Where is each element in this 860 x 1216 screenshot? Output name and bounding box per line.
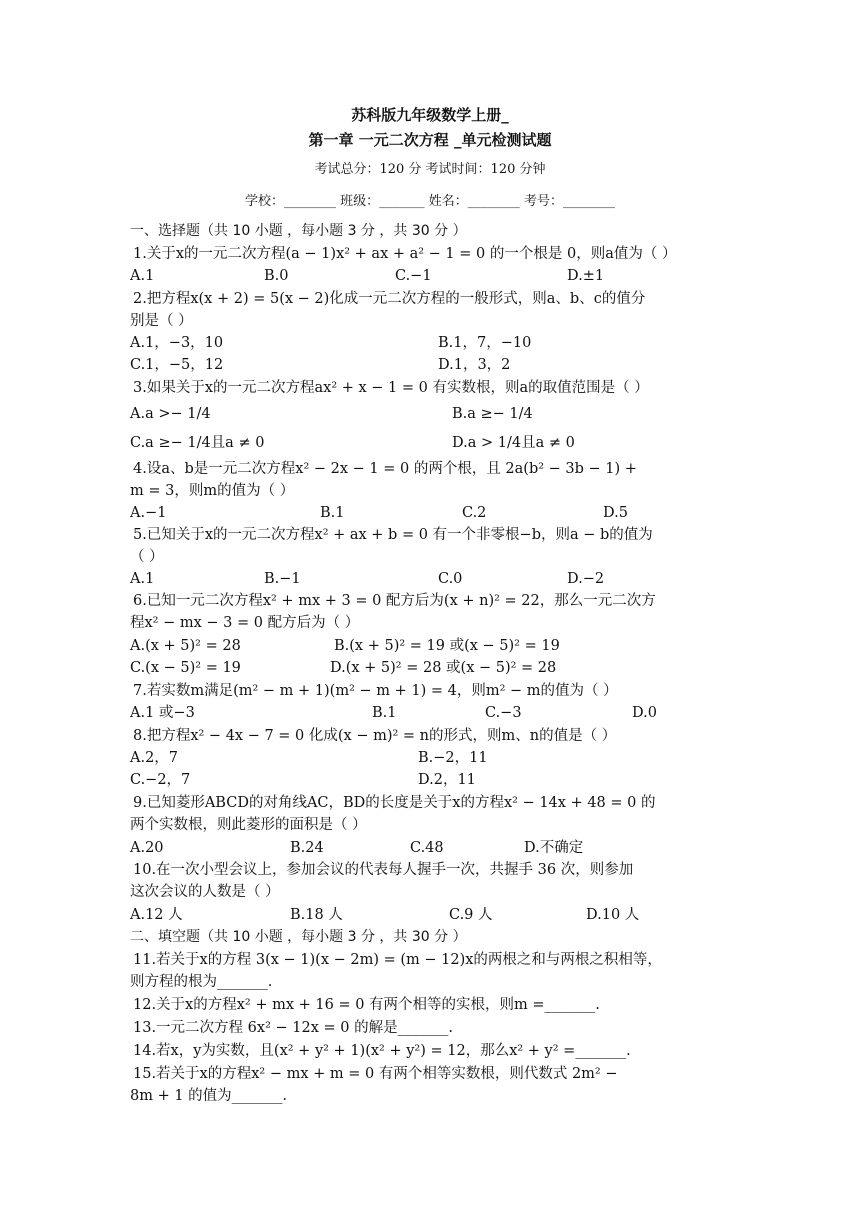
q1-option-a: A.1: [130, 268, 155, 284]
q5-option-c: C.0: [438, 571, 463, 587]
q10-stem-line-1: 10.在一次小型会议上，参加会议的代表每人握手一次，共握手 36 次，则参加: [133, 862, 634, 878]
q10-option-d: D.10 人: [586, 907, 640, 923]
q10-option-c: C.9 人: [449, 907, 493, 923]
q10-option-b: B.18 人: [290, 907, 343, 923]
q10-stem-line-2: 这次会议的人数是（ ）: [130, 884, 280, 900]
q15-stem-line-1: 15.若关于x的方程x² − mx + m = 0 有两个相等实数根，则代数式 2m² −: [133, 1066, 618, 1082]
q9-stem-line-2: 两个实数根，则此菱形的面积是（ ）: [130, 817, 367, 833]
q6-option-d: D.(x + 5)² = 28 或(x − 5)² = 28: [330, 660, 557, 676]
q5-stem-line-1: 5.已知关于x的一元二次方程x² + ax + b = 0 有一个非零根−b，则a − b的值为: [133, 527, 653, 543]
title-line-1: 苏科版九年级数学上册_: [351, 106, 509, 124]
q5-option-d: D.−2: [567, 571, 605, 587]
exam-info: 考试总分：120 分 考试时间：120 分钟: [314, 162, 546, 177]
q8-stem: 8.把方程x² − 4x − 7 = 0 化成(x − m)² = n的形式，则m、n的值是（ ）: [133, 728, 617, 744]
q3-option-c: C.a ≥− 1/4且a ≠ 0: [130, 435, 265, 451]
q6-stem-line-2: 程x² − mx − 3 = 0 配方后为（ ）: [130, 615, 360, 631]
q10-option-a: A.12 人: [130, 907, 183, 923]
q1-option-b: B.0: [264, 268, 289, 284]
q7-option-a: A.1 或−3: [130, 705, 195, 721]
section-2-heading: 二、填空题（共 10 小题 ，每小题 3 分 ，共 30 分 ）: [130, 929, 467, 945]
q6-option-a: A.(x + 5)² = 28: [130, 638, 241, 654]
q7-option-d: D.0: [632, 705, 657, 721]
q4-option-d: D.5: [603, 505, 628, 521]
q9-stem-line-1: 9.已知菱形ABCD的对角线AC，BD的长度是关于x的方程x² − 14x + 48 = 0 的: [133, 795, 656, 811]
q3-option-a: A.a >− 1/4: [130, 406, 211, 422]
q6-option-c: C.(x − 5)² = 19: [130, 660, 241, 676]
q15-stem-line-2: 8m + 1 的值为_______.: [130, 1088, 288, 1104]
q2-option-b: B.1，7，−10: [438, 335, 532, 351]
q4-stem-line-2: m = 3，则m的值为（ ）: [130, 483, 295, 499]
q2-option-d: D.1，3，2: [438, 357, 511, 373]
q2-stem-line-2: 别是（ ）: [130, 313, 193, 329]
q8-option-c: C.−2，7: [130, 772, 191, 788]
q1-option-d: D.±1: [567, 268, 605, 284]
q8-option-d: D.2，11: [418, 772, 476, 788]
section-1-heading: 一、选择题（共 10 小题 ，每小题 3 分 ，共 30 分 ）: [130, 223, 467, 239]
q7-option-b: B.1: [372, 705, 397, 721]
q11-stem-line-1: 11.若关于x的方程 3(x − 1)(x − 2m) = (m − 12)x的两根之和与两根之积相等，: [133, 952, 662, 968]
q5-stem-line-2: （ ）: [130, 549, 164, 565]
title-line-2: 第一章 一元二次方程 _单元检测试题: [308, 131, 552, 149]
q1-stem: 1.关于x的一元二次方程(a − 1)x² + ax + a² − 1 = 0 的一个根是 0，则a值为（ ）: [133, 246, 677, 262]
q7-stem: 7.若实数m满足(m² − m + 1)(m² − m + 1) = 4，则m² − m的值为（ ）: [133, 683, 618, 699]
q4-option-b: B.1: [320, 505, 345, 521]
q7-option-c: C.−3: [485, 705, 522, 721]
q4-option-a: A.−1: [130, 505, 167, 521]
q13-stem: 13.一元二次方程 6x² − 12x = 0 的解是_______.: [133, 1020, 453, 1036]
q1-option-c: C.−1: [395, 268, 432, 284]
q5-option-b: B.−1: [264, 571, 301, 587]
q2-stem-line-1: 2.把方程x(x + 2) = 5(x − 2)化成一元二次方程的一般形式，则a、b、c的值分: [133, 291, 646, 307]
q9-option-b: B.24: [290, 840, 324, 856]
q6-stem-line-1: 6.已知一元二次方程x² + mx + 3 = 0 配方后为(x + n)² = 22，那么一元二次方: [133, 593, 656, 609]
q11-stem-line-2: 则方程的根为_______.: [130, 974, 273, 990]
q6-option-b: B.(x + 5)² = 19 或(x − 5)² = 19: [334, 638, 560, 654]
q12-stem: 12.关于x的方程x² + mx + 16 = 0 有两个相等的实根，则m =_______.: [133, 997, 600, 1013]
q5-option-a: A.1: [130, 571, 155, 587]
q9-option-c: C.48: [410, 840, 444, 856]
q4-stem-line-1: 4.设a、b是一元二次方程x² − 2x − 1 = 0 的两个根，且 2a(b² − 3b − 1) +: [133, 461, 637, 477]
q8-option-a: A.2，7: [130, 750, 179, 766]
q2-option-c: C.1，−5，12: [130, 357, 224, 373]
q3-stem: 3.如果关于x的一元二次方程ax² + x − 1 = 0 有实数根，则a的取值范围是（ ）: [133, 380, 649, 396]
q3-option-b: B.a ≥− 1/4: [452, 406, 533, 422]
q3-option-d: D.a > 1/4且a ≠ 0: [452, 435, 575, 451]
q14-stem: 14.若x，y为实数，且(x² + y² + 1)(x² + y²) = 12，那么x² + y² =_______.: [133, 1043, 631, 1059]
q4-option-c: C.2: [462, 505, 487, 521]
student-info: 学校：________ 班级：_______ 姓名：________ 考号：________: [245, 194, 615, 209]
q8-option-b: B.−2，11: [418, 750, 488, 766]
q2-option-a: A.1，−3，10: [130, 335, 224, 351]
q9-option-d: D.不确定: [524, 840, 584, 856]
q9-option-a: A.20: [130, 840, 164, 856]
